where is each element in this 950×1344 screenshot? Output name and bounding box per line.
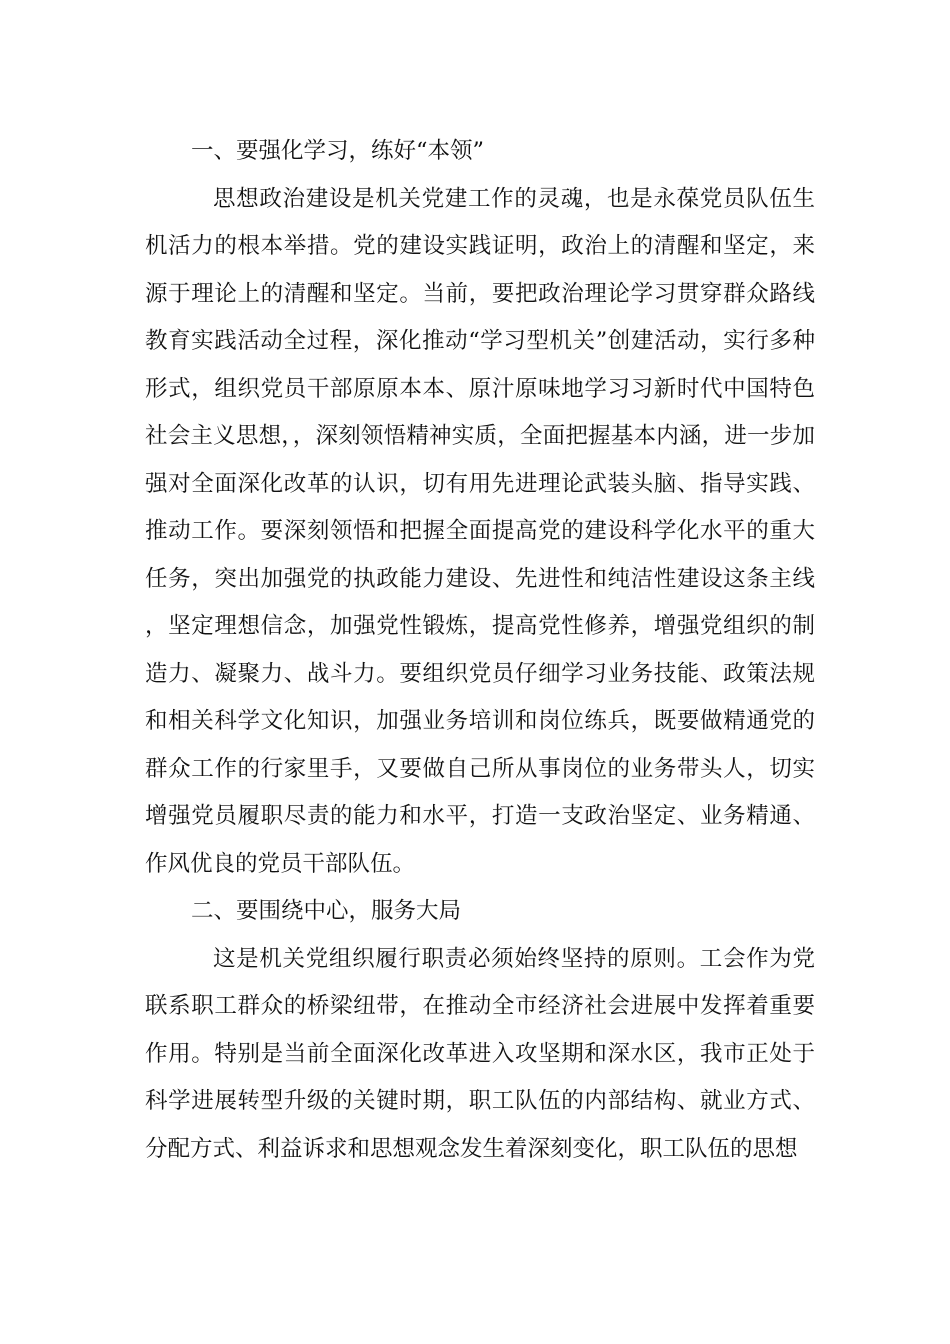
section-heading-2: 二、要围绕中心，服务大局 [191, 898, 462, 924]
document-body [145, 128, 815, 1173]
section-paragraph-1: 思想政治建设是机关党建工作的灵魂，也是永葆党员队伍生机活力的根本举措。党的建设实践证明，政治上的清醒和坚定，来源于理论上的清醒和坚定。当前，要把政治理论学习贯穿群众路线教育实践活动全过程，深化推动“学习型机关”创建活动，实行多种形式，组织党员干部原原本本、原汁原味地学习习新时代中国特色社会主义思想，，深刻领悟精神实质，全面把握基本内涵，进一步加强对全面深化改革的认识，切有用先进理论武装头脑、指导实践、推动工作。要深刻领悟和把握全面提高党的建设科学化水平的重大任务，突出加强党的执政能力建设、先进性和纯洁性建设这条主线，坚定理想信念，加强党性锻炼，提高党性修养，增强党组织的制造力、凝聚力、战斗力。要组织党员仔细学习业务技能、政策法规和相关科学文化知识，加强业务培训和岗位练兵，既要做精通党的群众工作的行家里手，又要做自己所从事岗位的业务带头人，切实增强党员履职尽责的能力和水平，打造一支政治坚定、业务精通、作风优良的党员干部队伍。 [145, 185, 815, 877]
section-paragraph-2: 这是机关党组织履行职责必须始终坚持的原则。工会作为党联系职工群众的桥梁纽带，在推动全市经济社会进展中发挥着重要作用。特别是当前全面深化改革进入攻坚期和深水区，我市正处于科学进展转型升级的关键时期，职工队伍的内部结构、就业方式、分配方式、利益诉求和思想观念发生着深刻变化，职工队伍的思想 [145, 945, 815, 1162]
section-heading-1: 一、要强化学习，练好“本领” [191, 138, 485, 164]
